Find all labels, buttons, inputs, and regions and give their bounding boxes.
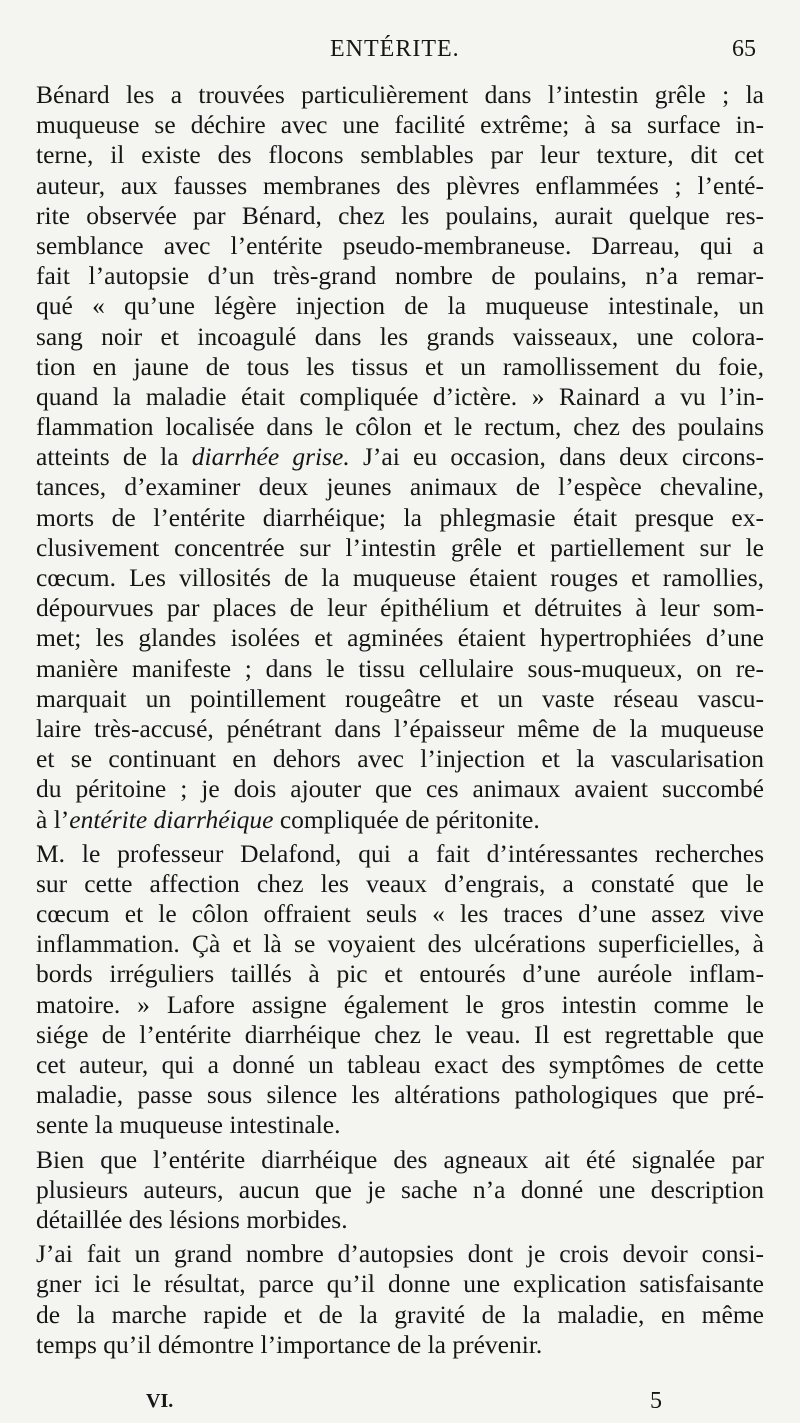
text-line: Bénard les a trouvées particulièrement dans l’intestin grêle ; la bbox=[36, 80, 764, 109]
text-line: semblance avec l’entérite pseudo-membraneuse. Darreau, qui a bbox=[36, 230, 764, 260]
text-line: plusieurs auteurs, aucun que je sache n’a donné une description bbox=[36, 1174, 764, 1204]
text-line: terne, il existe des flocons semblables par leur texture, dit cet bbox=[36, 140, 764, 170]
text-line: cet auteur, qui a donné un tableau exact des symptômes de cette bbox=[36, 1050, 764, 1079]
text-segment: J’ai eu occasion, dans deux circons- bbox=[349, 442, 765, 472]
italic-term: entérite diarrhéique bbox=[69, 804, 274, 834]
paragraph bbox=[36, 1145, 764, 1236]
text-line: clusivement concentrée sur l’intestin grêle et partiellement sur le bbox=[36, 532, 764, 562]
text-line bbox=[36, 805, 764, 835]
text-line: J’ai fait un grand nombre d’autopsies dont je crois devoir consi- bbox=[36, 1239, 764, 1269]
text-segment: compliquée de péritonite. bbox=[273, 804, 540, 834]
text-line: M. le professeur Delafond, qui a fait d’intéressantes recherches bbox=[36, 838, 764, 868]
text-line: matoire. » Lafore assigne également le gros intestin comme le bbox=[36, 989, 764, 1019]
text-line: bords irréguliers taillés à pic et entourés d’une auréole inflam- bbox=[36, 959, 764, 989]
page-footer bbox=[0, 1388, 800, 1418]
sheet-number: 5 bbox=[650, 1388, 662, 1414]
paragraph bbox=[36, 80, 764, 835]
text-line: tances, d’examiner deux jeunes animaux de l’espèce chevaline, bbox=[36, 472, 764, 502]
text-line: auteur, aux fausses membranes des plèvres enflammées ; l’enté- bbox=[36, 170, 764, 200]
text-line: muqueuse se déchire avec une facilité extrême; à sa surface in- bbox=[36, 110, 764, 140]
text-line: cœcum. Les villosités de la muqueuse étaient rouges et ramollies, bbox=[36, 563, 764, 592]
text-line: et se continuant en dehors avec l’injection et la vascularisation bbox=[36, 744, 764, 774]
paragraph bbox=[36, 839, 764, 1141]
text-line: laire très-accusé, pénétrant dans l’épaisseur même de la muqueuse bbox=[36, 713, 764, 743]
text-line: met; les glandes isolées et agminées étaient hypertrophiées d’une bbox=[36, 623, 764, 653]
text-line: cœcum et le côlon offraient seuls « les traces d’une assez vive bbox=[36, 899, 764, 929]
text-line: flammation localisée dans le côlon et le rectum, chez des poulains bbox=[36, 412, 764, 442]
text-line: marquait un pointillement rougeâtre et un vaste réseau vascu- bbox=[36, 683, 764, 713]
paragraph bbox=[36, 1239, 764, 1360]
text-line bbox=[36, 442, 764, 472]
text-line: manière manifeste ; dans le tissu cellulaire sous-muqueux, on re- bbox=[36, 653, 764, 683]
text-line: morts de l’entérite diarrhéique; la phlegmasie était presque ex- bbox=[36, 502, 764, 532]
text-line: siége de l’entérite diarrhéique chez le veau. Il est regrettable que bbox=[36, 1019, 764, 1049]
page-number: 65 bbox=[732, 36, 756, 62]
page-header bbox=[0, 36, 800, 70]
text-line: tion en jaune de tous les tissus et un ramollissement du foie, bbox=[36, 351, 764, 381]
text-line: temps qu’il démontre l’importance de la prévenir. bbox=[36, 1329, 543, 1359]
text-line: de la marche rapide et de la gravité de la maladie, en même bbox=[36, 1299, 764, 1329]
text-line: gner ici le résultat, parce qu’il donne une explication satisfaisante bbox=[36, 1269, 764, 1299]
text-line: maladie, passe sous silence les altérations pathologiques que pré- bbox=[36, 1080, 764, 1110]
text-line: inflammation. Çà et là se voyaient des ulcérations superficielles, à bbox=[36, 929, 764, 959]
italic-term: diarrhée grise. bbox=[191, 442, 350, 472]
text-line: qué « qu’une légère injection de la muqueuse intestinale, un bbox=[36, 291, 764, 321]
text-line: sang noir et incoagulé dans les grands vaisseaux, une colora- bbox=[36, 321, 764, 351]
text-line: fait l’autopsie d’un très-grand nombre de poulains, n’a remar- bbox=[36, 261, 764, 291]
signature-mark: VI. bbox=[146, 1390, 174, 1412]
text-line: Bien que l’entérite diarrhéique des agneaux ait été signalée par bbox=[36, 1144, 764, 1174]
text-line: dépourvues par places de leur épithélium et détruites à leur som- bbox=[36, 593, 764, 623]
body-text bbox=[36, 80, 764, 1360]
text-line: sente la muqueuse intestinale. bbox=[36, 1110, 341, 1140]
text-segment: atteints de la bbox=[36, 442, 192, 472]
text-line: rite observée par Bénard, chez les poulains, aurait quelque res- bbox=[36, 200, 764, 230]
text-line: sur cette affection chez les veaux d’engrais, a constaté que le bbox=[36, 868, 764, 898]
text-line: quand la maladie était compliquée d’ictère. » Rainard a vu l’in- bbox=[36, 381, 764, 411]
text-segment: à l’ bbox=[36, 804, 70, 834]
text-line: détaillée des lésions morbides. bbox=[36, 1204, 348, 1234]
text-line: du péritoine ; je dois ajouter que ces animaux avaient succombé bbox=[36, 774, 764, 804]
running-title: ENTÉRITE. bbox=[330, 36, 460, 62]
